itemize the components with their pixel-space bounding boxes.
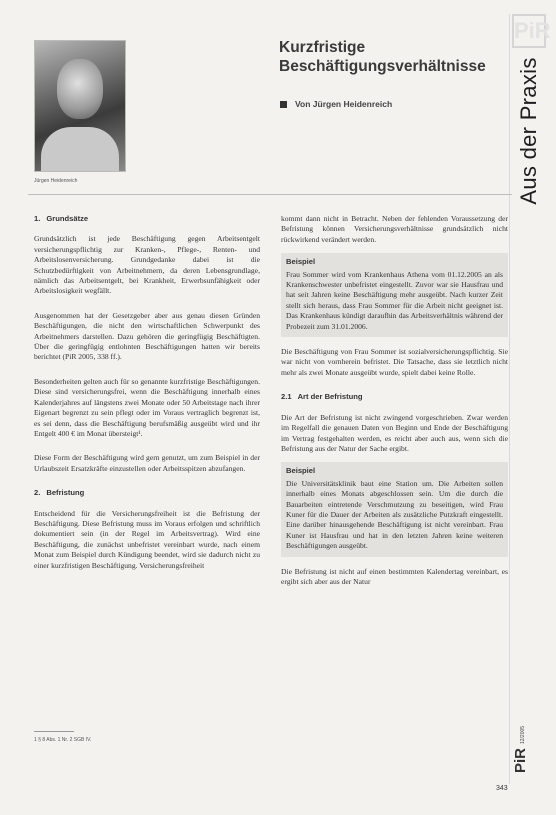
pir-logo-small: [508, 725, 530, 778]
side-rule: [509, 14, 510, 784]
section-1-heading: 1. Grundsätze: [34, 214, 89, 223]
section-2-heading: 2. Befristung: [34, 488, 85, 498]
section-side-label: [514, 46, 544, 216]
paragraph: Entscheidend für die Versicherungsfreiheit ist die Befristung der Beschäftigung. Diese Befristung muss im Voraus erfolgen und schriftlich dokumentiert sein (in der Regel im Arbeitsvertrag). Wird eine Beschäftigung, die zunächst unbefristet vereinbart wurde, nach einem Monat zum Beispiel durch Kündigung beendet, wird sie dadurch nicht zu einer kurzfristigen Beschäftigung. Versicherungsfreiheit: [34, 508, 260, 570]
right-column: [281, 214, 508, 595]
section-2-1-heading: 2.1 Art der Befristung: [281, 392, 363, 402]
author-photo: [34, 40, 126, 172]
article-title: [279, 38, 499, 76]
paragraph: Die Befristung ist nicht auf einen bestimmten Kalendertag vereinbart, es ergibt sich aber aus der Natur: [281, 566, 508, 586]
pir-logo-text: PiR: [512, 747, 530, 774]
pir-logo-watermark: PiR: [512, 14, 546, 48]
paragraph: Die Art der Befristung ist nicht zwingend vorgeschrieben. Zwar werden im Regelfall die genauen Daten von Beginn und Ende der Beschäftigung im Vertrag festgehalten werden, es reicht aber auch aus, wenn sich die Befristung aus der Natur der Sache ergibt.: [281, 412, 508, 453]
example-box-1: [281, 253, 508, 337]
section-side-label-text: Aus der Praxis: [516, 57, 541, 205]
footnote-divider: [34, 731, 74, 732]
header-divider: [28, 194, 512, 195]
issue-number: 12/2005: [520, 725, 527, 745]
author-byline: [280, 99, 392, 109]
example-box-title: Beispiel: [286, 257, 316, 267]
paragraph: Ausgenommen hat der Gesetzgeber aber aus genau diesen Gründen Beschäftigungen, die nicht den wirtschaftlichen Schwerpunkt des Arbeitnehmers darstellen. Dazu gehören die geringfügig Beschäftigten. Über die geringfügig entlohnten Beschäftigungen hatten wir bereits berichtet (PiR 2005, 338 ff.).: [34, 310, 260, 362]
photo-caption: Jürgen Heidenreich: [34, 178, 78, 184]
author-name: Von Jürgen Heidenreich: [295, 99, 393, 109]
paragraph: Diese Form der Beschäftigung wird gern genutzt, um zum Beispiel in der Urlaubszeit Ersatzkräfte einzustellen oder Arbeitsspitzen abzufangen.: [34, 453, 260, 473]
title-line-2: Beschäftigungsverhältnisse: [279, 58, 486, 75]
page-number: 343: [496, 785, 508, 792]
paragraph: Grundsätzlich ist jede Beschäftigung gegen Arbeitsentgelt versicherungspflichtig zur Kranken-, Pflege-, Renten- und Arbeitslosenversicherung. Grundgedanke dabei ist die Schutzbedürftigkeit von Arbeitnehmern, da deren Lebensgrundlage, nämlich das Arbeitsentgelt, bei Krankheit, Erwerbsunfähigkeit oder Arbeitslosigkeit wegfällt.: [34, 234, 260, 296]
paragraph: Die Beschäftigung von Frau Sommer ist sozialversicherungspflichtig. Sie war nicht von vornherein befristet. Die Tatsache, dass sie letztlich nicht mehr als zwei Monate ausgeübt wurde, spielt dabei keine Rolle.: [281, 347, 508, 377]
paragraph: Besonderheiten gelten auch für so genannte kurzfristige Beschäftigungen. Diese sind versicherungsfrei, wenn die Beschäftigung innerhalb eines Kalenderjahres auf längstens zwei Monate oder 50 Arbeitstage nach ihrer Eigenart begrenzt zu sein pflegt oder im Voraus vertraglich begrenzt ist, es sei denn, dass die Beschäftigung berufsmäßig ausgeübt wird und ihr Entgelt 400 € im Monat übersteigt¹.: [34, 376, 260, 438]
title-line-1: Kurzfristige: [279, 39, 366, 56]
left-column: [34, 214, 260, 579]
example-box-2: [281, 462, 508, 556]
paragraph: kommt dann nicht in Betracht. Neben der fehlenden Voraussetzung der Befristung können Versicherungsverhältnisse grundsätzlich nicht rückwirkend verändert werden.: [281, 214, 508, 244]
example-box-title: Beispiel: [286, 466, 316, 476]
footnote: 1 § 8 Abs. 1 Nr. 2 SGB IV.: [34, 737, 92, 743]
example-box-text: Frau Sommer wird vom Krankenhaus Athena vom 01.12.2005 an als Krankenschwester unbefristet eingestellt. Zuvor war sie Hausfrau und hat seit Jahren keine Beschäftigung mehr ausgeübt. Nach kurzer Zeit stellt sich heraus, dass Frau Sommer für die Arbeit nicht geeignet ist. Das Krankenhaus kündigt daraufhin das Arbeitsverhältnis während der Probezeit zum 31.01.2006.: [286, 269, 503, 331]
example-box-text: Die Universitätsklinik baut eine Station um. Die Arbeiten sollen innerhalb eines Monats abgeschlossen sein. Um die durch die Bauarbeiten eintretende Verschmutzung zu beseitigen, wird Frau Kuner für die Dauer der Arbeiten als zusätzliche Putzkraft eingestellt. Eine darüber hinausgehende Beschäftigung ist nicht vereinbart. Frau Kuner ist Hausfrau und hat in den letzten Jahren keine weiteren Beschäftigungen ausgeübt.: [286, 478, 503, 551]
bullet-square-icon: [280, 101, 287, 108]
